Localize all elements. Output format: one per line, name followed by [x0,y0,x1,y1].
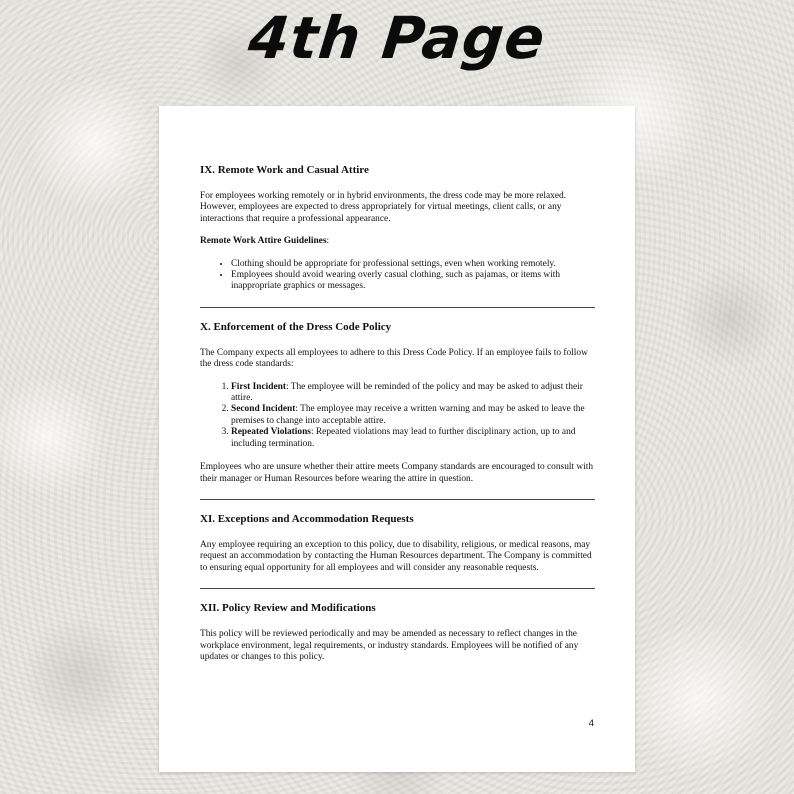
page-banner-title: 4th Page [245,4,549,72]
section-divider [200,499,595,500]
section-9-subheading-line: Remote Work Attire Guidelines: [200,236,330,247]
section-11-body: Any employee requiring an exception to this policy, due to disability, religious, or medical reasons, may request an accommodation by contacting the Human Resources department. The Company is committed to ensuring equal opportunity for all employees and will consider any reasonable requests. [200,539,592,573]
section-12-body: This policy will be reviewed periodically and may be amended as necessary to reflect changes in the workplace environment, legal requirements, or industry standards. Employees will be notified of any updates or changes to this policy. [200,629,579,662]
section-9-subheading: Remote Work Attire Guidelines [200,236,327,247]
list-item: • Clothing should be appropriate for professional settings, even when working remotely. [231,259,595,270]
document-content [200,164,595,674]
list-item [231,404,595,427]
section-9-bullet-list [200,259,595,293]
section-10-closing: Employees who are unsure whether their attire meets Company standards are encouraged to consult with their manager or Human Resources before wearing the attire in question. [200,462,594,484]
section-10-numbered-list [200,382,595,450]
list-item-term: First Incident [231,381,286,392]
list-item-text: : The employee will be reminded of the policy and may be asked to adjust their attire. [231,381,583,404]
page-number: 4 [588,718,594,729]
list-item [231,382,595,405]
section-12-heading: XII. Policy Review and Modifications [200,602,376,615]
section-10-heading: X. Enforcement of the Dress Code Policy [200,320,392,333]
section-divider [200,307,595,308]
list-item: • Employees should avoid wearing overly casual clothing, such as pajamas, or items with inappropriate graphics or messages. [231,270,595,293]
section-9-intro: For employees working remotely or in hybrid environments, the dress code may be more relaxed. However, employees are expected to dress appropriately for virtual meetings, client calls, or any interactions that require a professional appearance. [200,191,567,224]
section-9-heading: IX. Remote Work and Casual Attire [200,164,369,176]
section-divider [200,588,595,589]
list-item [231,427,595,450]
section-10-intro: The Company expects all employees to adhere to this Dress Code Policy. If an employee fails to follow the dress code standards: [200,347,588,370]
document-page [159,106,635,772]
section-11-heading: XI. Exceptions and Accommodation Requests [200,512,414,525]
list-item-text: : The employee may receive a written warning and may be asked to leave the premises to change into acceptable attire. [231,404,585,426]
list-item-term: Repeated Violations [231,427,311,438]
list-item-term: Second Incident [231,404,296,415]
list-item-text: : Repeated violations may lead to further disciplinary action, up to and including termination. [231,427,576,449]
